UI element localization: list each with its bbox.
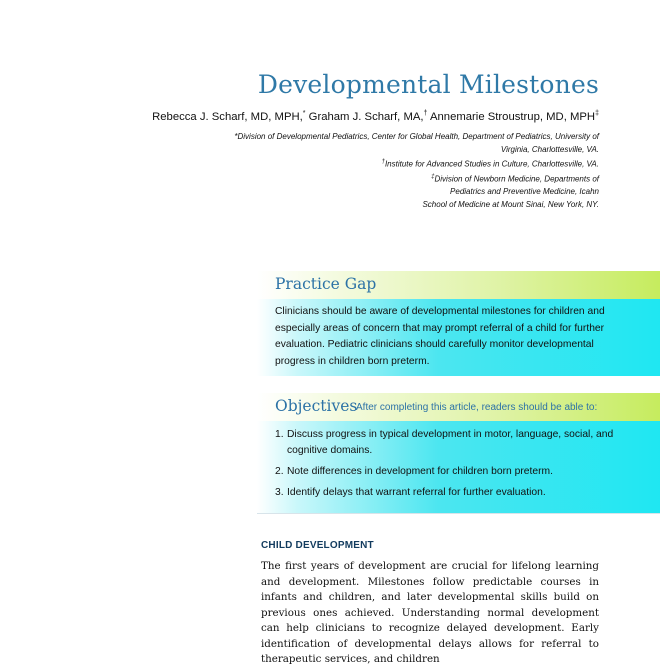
practice-gap-box [257,299,660,376]
affiliation-mark: * [234,132,238,141]
affiliations [160,130,599,211]
author-line [0,110,599,123]
affiliation-line: Pediatrics and Preventive Medicine, Icahn [450,187,599,197]
practice-gap-text: Clinicians should be aware of developmental milestones for children and especially areas of concern that may prompt referral of a child for further evaluation. Pediatric clinicians should carefully monitor developmental progress in children born preterm. [275,306,605,367]
author-name: Graham J. Scharf, MA, [308,110,424,123]
author-mark: ‡ [595,110,599,117]
affiliation-line: Virginia, Charlottesville, VA. [500,145,599,154]
objective-item [275,464,620,480]
affiliation-line: ‡Division of Newborn Medicine, Departments of [431,173,599,184]
author-mark: † [423,110,428,117]
objective-number: 1. [275,429,284,440]
affiliation-mark: ‡ [431,173,435,180]
objective-text: Note differences in development for children born preterm. [287,466,553,477]
author-name: Rebecca J. Scharf, MD, MPH, [152,110,303,123]
objective-text: Identify delays that warrant referral for further evaluation. [287,487,546,498]
objective-item [275,427,620,459]
objective-number: 2. [275,466,284,477]
practice-gap-heading: Practice Gap [275,275,377,293]
section-heading: CHILD DEVELOPMENT [261,540,374,551]
objectives-heading: Objectives [275,397,358,415]
author-name: Annemarie Stroustrup, MD, MPH [429,110,596,123]
affiliation-line: School of Medicine at Mount Sinai, New York, NY. [422,200,599,210]
box-divider [257,513,660,514]
affiliation-line: †Institute for Advanced Studies in Culture, Charlottesville, VA. [381,159,599,169]
objective-text: Discuss progress in typical development in motor, language, social, and cognitive domains. [287,429,614,456]
objectives-subheading: After completing this article, readers should be able to: [356,402,598,413]
objectives-box [257,421,660,513]
article-title: Developmental Milestones [257,70,599,99]
objectives-header [257,393,660,421]
objective-number: 3. [275,487,284,498]
practice-gap-header [257,271,660,299]
affiliation-line: *Division of Developmental Pediatrics, Center for Global Health, Department of Pediatrics, University of [234,132,599,141]
author-mark: * [302,110,306,117]
section-body: The first years of development are crucial for lifelong learning and development. Milestones follow predictable courses in infants and children, and later developmental skills build on previous ones achieved. Understanding normal development can help clinicians to recognize delayed development. Early identification of developmental delays allows for referral to therapeutic services, and children [261,560,599,665]
objectives-list [275,427,620,506]
affiliation-mark: † [381,159,385,165]
objective-item [275,485,620,501]
